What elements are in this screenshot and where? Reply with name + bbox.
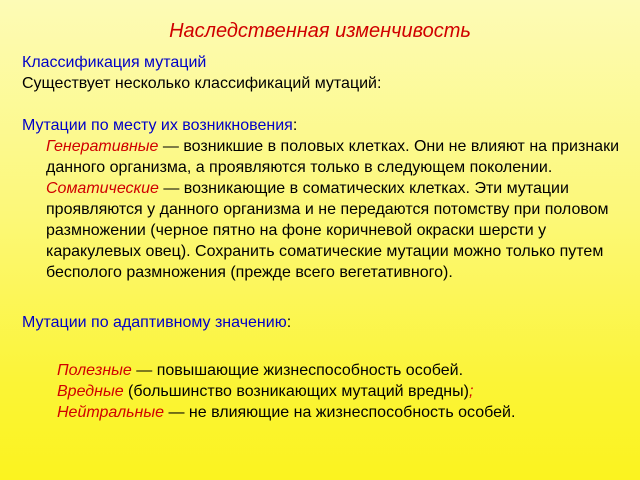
- intro-text: Существует несколько классификаций мутаций:: [22, 75, 382, 92]
- slide-title: Наследственная изменчивость: [169, 20, 471, 42]
- generative-term: Генеративные: [46, 138, 159, 155]
- slide-content: [22, 52, 622, 423]
- by-adaptive-heading-line: [22, 312, 622, 333]
- classification-heading: Классификация мутаций: [22, 54, 207, 71]
- generative-paragraph: [22, 136, 622, 178]
- somatic-term: Соматические: [46, 180, 159, 197]
- somatic-text: — возникающие в соматических клетках. Эти мутации проявляются у данного организма и не передаются потомству при половом размножении (черное пятно на фоне коричневой окраски шерсти у каракулевых овец). Сохранить соматические мутации можно только путем бесполого размножения (прежде всего вегетативного).: [46, 180, 609, 281]
- harmful-text: (большинство возникающих мутаций вредны): [123, 383, 469, 400]
- harmful-suffix: ;: [468, 383, 474, 400]
- harmful-term: Вредные: [57, 383, 124, 400]
- by-place-heading-line: [22, 115, 622, 136]
- by-adaptive-heading: Мутации по адаптивному значению: [22, 314, 287, 331]
- adaptive-item-harmful: [22, 381, 622, 402]
- by-place-heading: Мутации по месту их возникновения: [22, 117, 293, 134]
- adaptive-item-useful: [22, 360, 622, 381]
- useful-text: — повышающие жизнеспособность особей.: [131, 362, 464, 379]
- generative-text: — возникшие в половых клетках. Они не влияют на признаки данного организма, а проявляются только в следующем поколении.: [46, 138, 619, 176]
- neutral-term: Нейтральные: [57, 404, 165, 421]
- neutral-text: — не влияющие на жизнеспособность особей.: [164, 404, 516, 421]
- by-adaptive-colon: :: [286, 314, 292, 331]
- somatic-paragraph: [22, 178, 622, 283]
- adaptive-item-neutral: [22, 402, 622, 423]
- useful-term: Полезные: [57, 362, 132, 379]
- by-place-colon: :: [292, 117, 298, 134]
